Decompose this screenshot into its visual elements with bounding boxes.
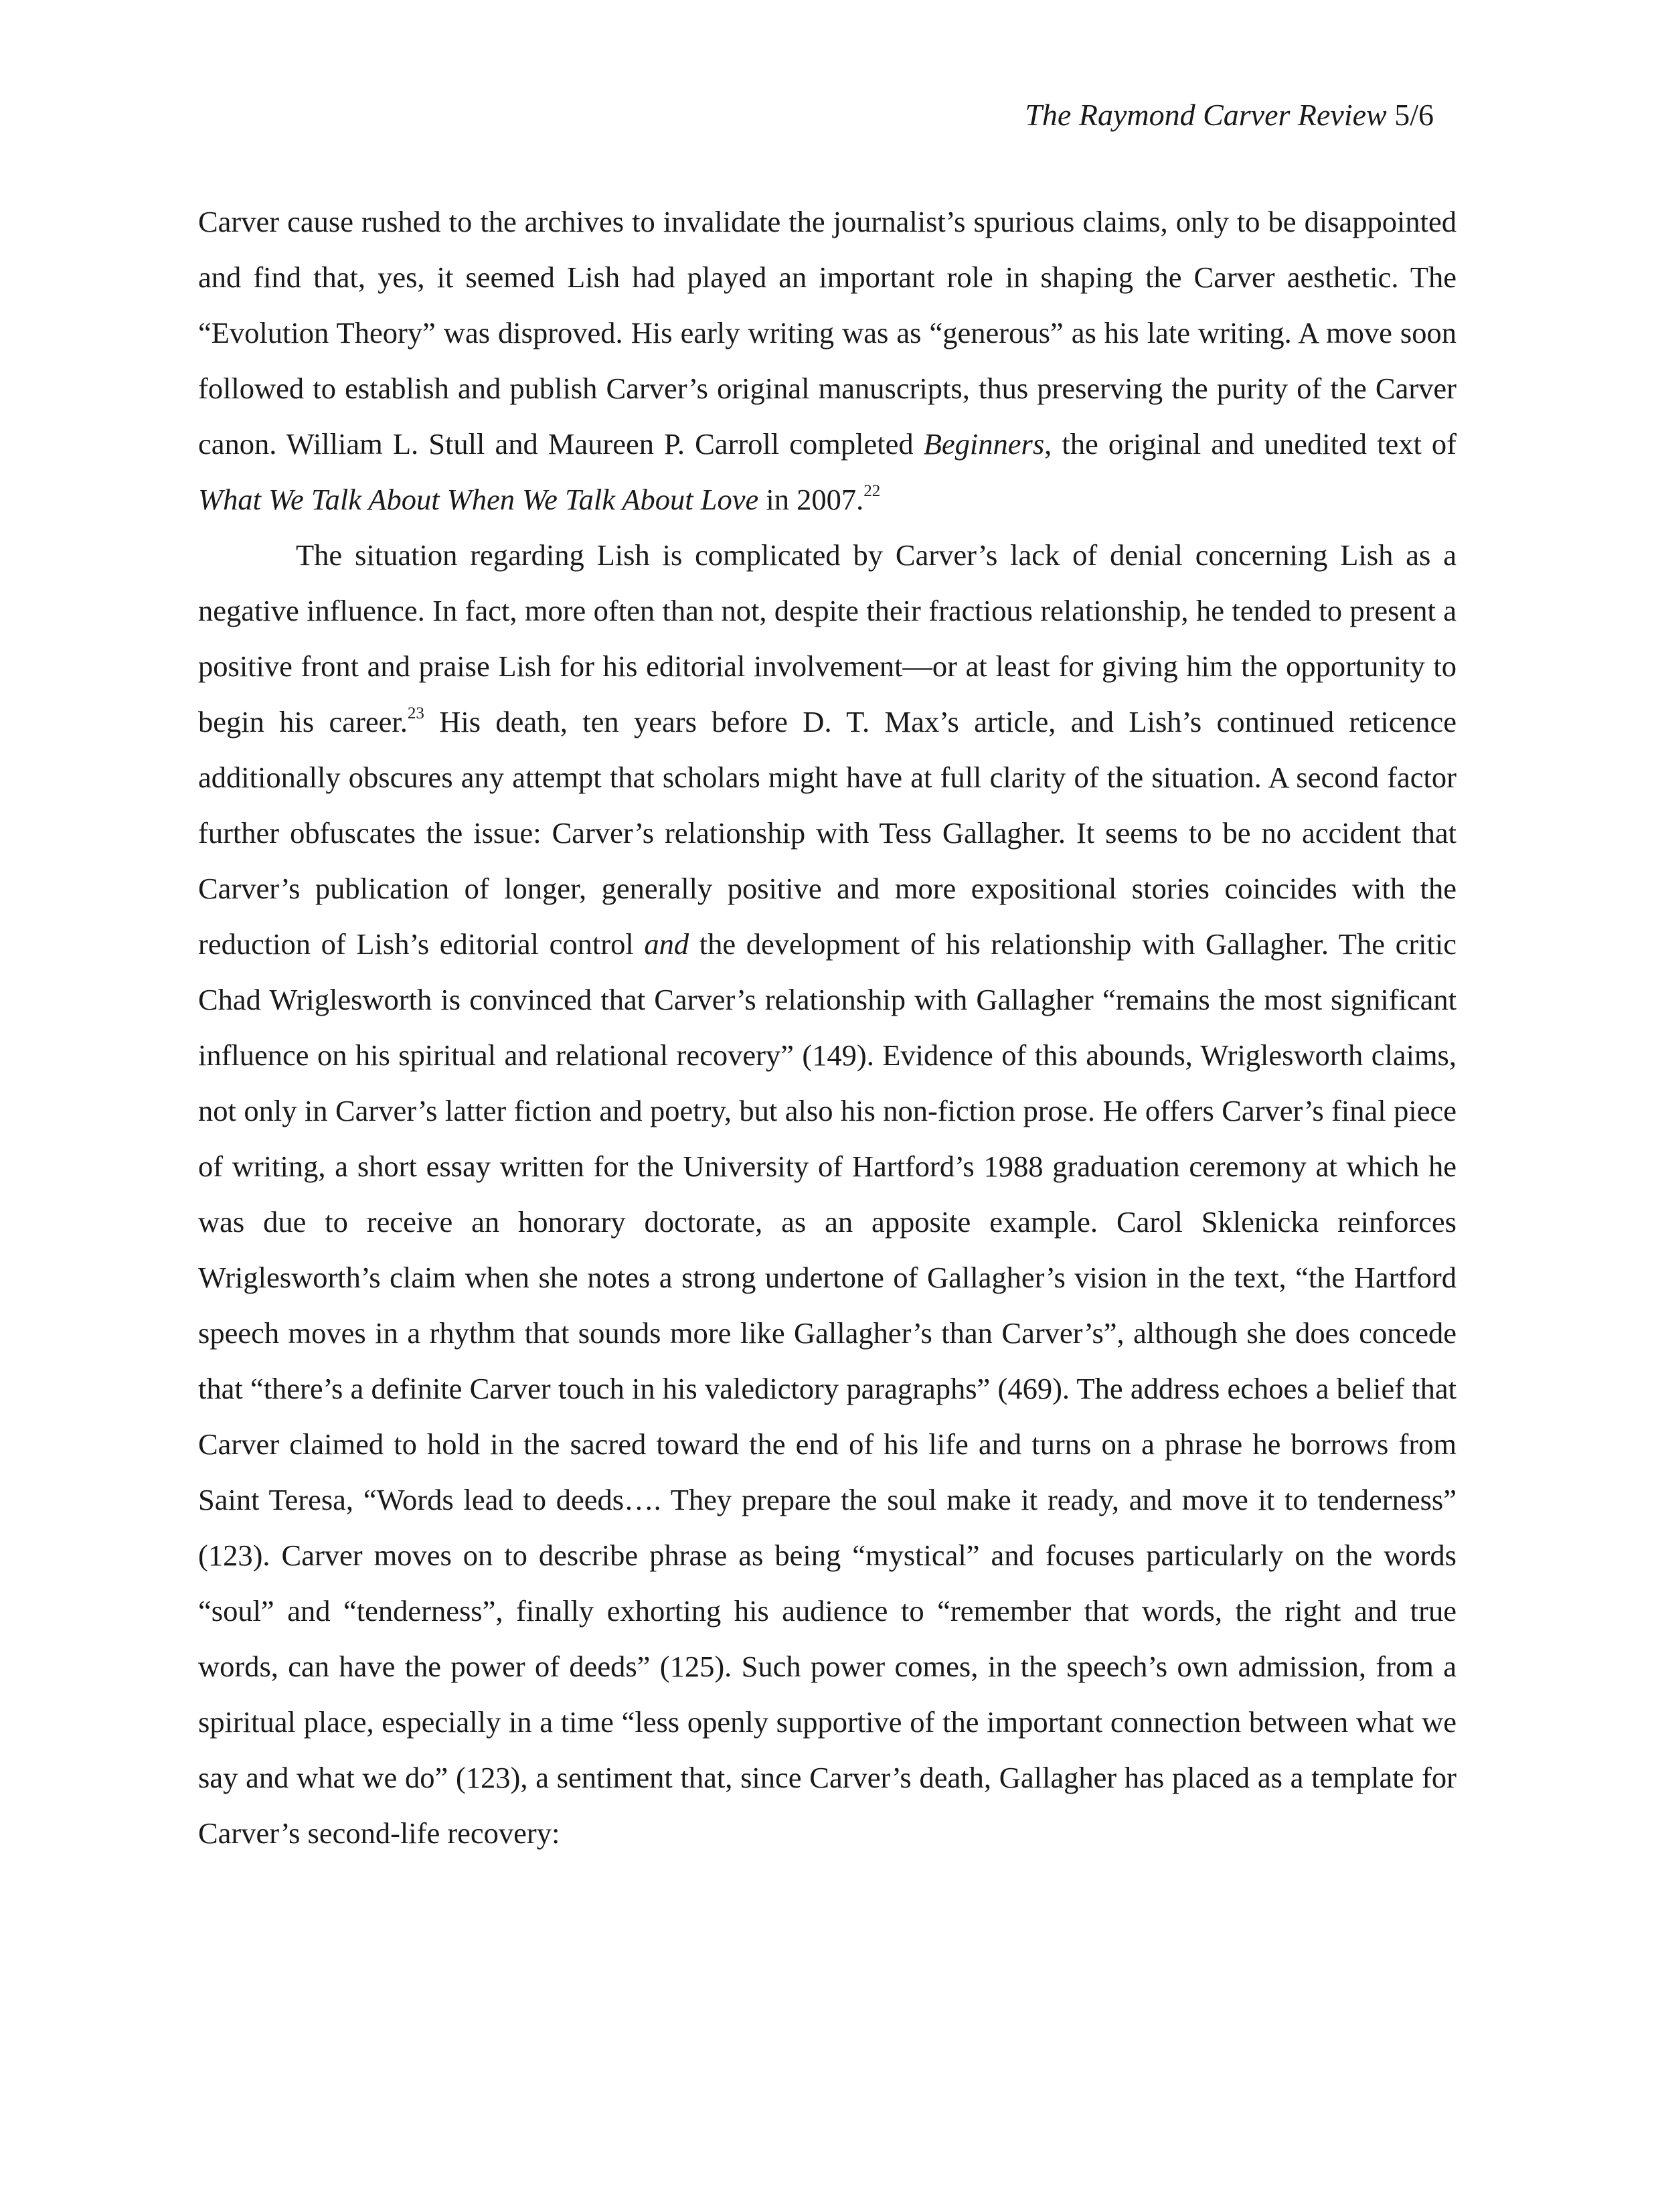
italic-text: What We Talk About When We Talk About Love xyxy=(198,483,759,516)
footnote-marker: 23 xyxy=(407,704,424,722)
page-number: 5/6 xyxy=(1394,98,1434,132)
paragraph-2 xyxy=(198,528,1457,1861)
running-header xyxy=(1025,95,1434,135)
paragraph-text: , the original and unedited text of xyxy=(1044,427,1457,461)
journal-title: The Raymond Carver Review xyxy=(1025,98,1387,132)
paragraph-text: the development of his relationship with Gallagher. The critic Chad Wriglesworth is convinced that Carver’s relationship with Gallagher “remains the most significant influence on his spiritual and relational recovery” (149). Evidence of this abounds, Wriglesworth claims, not only in Carver’s latter fiction and poetry, but also his non-fiction prose. He offers Carver’s final piece of writing, a short essay written for the University of Hartford’s 1988 graduation ceremony at which he was due to receive an honorary doctorate, as an apposite example. Carol Sklenicka reinforces Wriglesworth’s claim when she notes a strong undertone of Gallagher’s vision in the text, “the Hartford speech moves in a rhythm that sounds more like Gallagher’s than Carver’s”, although she does concede that “there’s a definite Carver touch in his valedictory paragraphs” (469). The address echoes a belief that Carver claimed to hold in the sacred toward the end of his life and turns on a phrase he borrows from Saint Teresa, “Words lead to deeds…. They prepare the soul make it ready, and move it to tenderness” (123). Carver moves on to describe phrase as being “mystical” and focuses particularly on the words “soul” and “tenderness”, finally exhorting his audience to “remember that words, the right and true words, can have the power of deeds” (125). Such power comes, in the speech’s own admission, from a spiritual place, especially in a time “less openly supportive of the important connection between what we say and what we do” (123), a sentiment that, since Carver’s death, Gallagher has placed as a template for Carver’s second-life recovery: xyxy=(198,927,1457,1850)
paragraph-1 xyxy=(198,194,1457,528)
italic-text: and xyxy=(644,927,689,961)
footnote-marker: 22 xyxy=(863,482,881,500)
paragraph-text: His death, ten years before D. T. Max’s article, and Lish’s continued reticence additionally obscures any attempt that scholars might have at full clarity of the situation. A second factor further obfuscates the issue: Carver’s relationship with Tess Gallagher. It seems to be no accident that Carver’s publication of longer, generally positive and more expositional stories coincides with the reduction of Lish’s editorial control xyxy=(198,705,1457,961)
italic-text: Beginners xyxy=(923,427,1045,461)
article-body xyxy=(198,194,1457,1861)
paragraph-text: The situation regarding Lish is complicated by Carver’s lack of denial concerning Lish as a negative influence. In fact, more often than not, despite their fractious relationship, he tended to present a positive front and praise Lish for his editorial involvement—or at least for giving him the opportunity to begin his career. xyxy=(198,538,1457,738)
paragraph-text: Carver cause rushed to the archives to invalidate the journalist’s spurious claims, only to be disappointed and find that, yes, it seemed Lish had played an important role in shaping the Carver aesthetic. The “Evolution Theory” was disproved. His early writing was as “generous” as his late writing. A move soon followed to establish and publish Carver’s original manuscripts, thus preserving the purity of the Carver canon. William L. Stull and Maureen P. Carroll completed xyxy=(198,205,1457,461)
paragraph-text: in 2007. xyxy=(758,483,864,516)
